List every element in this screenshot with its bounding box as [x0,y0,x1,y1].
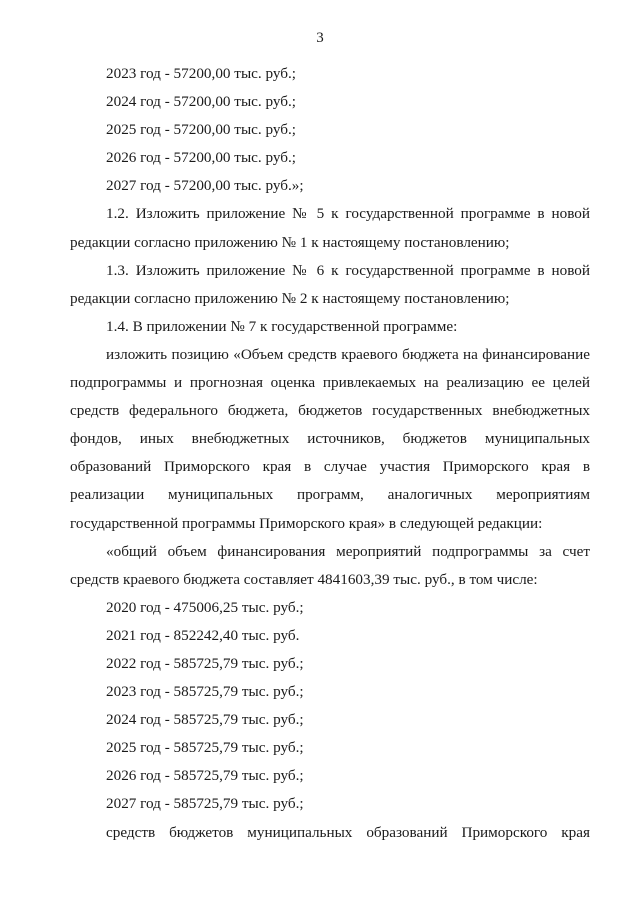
paragraph-1-4-heading: 1.4. В приложении № 7 к государственной программе: [106,317,458,335]
funding-line-2024: 2024 год - 57200,00 тыс. руб.; [106,93,297,111]
funding-line-2023: 2023 год - 57200,00 тыс. руб.; [106,65,297,82]
position-paragraph-line-2: подпрограммы и прогнозная оценка привлекаемых на реализацию ее целей [70,374,590,392]
funding-line-2025: 2025 год - 57200,00 тыс. руб.; [106,121,297,139]
document-body [70,60,590,847]
position-paragraph-line-5: образований Приморского края в случае участия Приморского края в [70,458,590,476]
position-paragraph-line-4: фондов, иных внебюджетных источников, бюджетов муниципальных [70,430,590,448]
funding-line-2027: 2027 год - 57200,00 тыс. руб.»; [106,177,304,195]
total-funding-line-1: «общий объем финансирования мероприятий подпрограммы за счет [106,542,590,560]
paragraph-1-2-line-1: 1.2. Изложить приложение № 5 к государственной программе в новой [106,205,590,223]
subprogram-line-2023: 2023 год - 585725,79 тыс. руб.; [106,683,304,701]
page-number: 3 [316,30,324,46]
paragraph-1-3-line-2: редакции согласно приложению № 2 к настоящему постановлению; [70,289,510,307]
municipal-budget-line: средств бюджетов муниципальных образований Приморского края [106,823,590,841]
position-paragraph-line-7: государственной программы Приморского края» в следующей редакции: [70,514,543,532]
subprogram-line-2024: 2024 год - 585725,79 тыс. руб.; [106,711,304,729]
position-paragraph-line-6: реализации муниципальных программ, аналогичных мероприятиям [70,486,590,504]
paragraph-1-3-line-1: 1.3. Изложить приложение № 6 к государственной программе в новой [106,261,590,279]
subprogram-line-2022: 2022 год - 585725,79 тыс. руб.; [106,654,304,672]
subprogram-line-2021: 2021 год - 852242,40 тыс. руб. [106,626,300,644]
subprogram-line-2027: 2027 год - 585725,79 тыс. руб.; [106,795,304,813]
position-paragraph-line-3: средств федерального бюджета, бюджетов государственных внебюджетных [70,402,590,420]
position-paragraph-line-1: изложить позицию «Объем средств краевого бюджета на финансирование [106,345,590,363]
funding-line-2026: 2026 год - 57200,00 тыс. руб.; [106,149,297,167]
total-funding-line-2: средств краевого бюджета составляет 4841603,39 тыс. руб., в том числе: [70,570,538,588]
subprogram-line-2020: 2020 год - 475006,25 тыс. руб.; [106,598,304,616]
subprogram-line-2025: 2025 год - 585725,79 тыс. руб.; [106,739,304,757]
subprogram-line-2026: 2026 год - 585725,79 тыс. руб.; [106,767,304,785]
paragraph-1-2-line-2: редакции согласно приложению № 1 к настоящему постановлению; [70,233,510,251]
